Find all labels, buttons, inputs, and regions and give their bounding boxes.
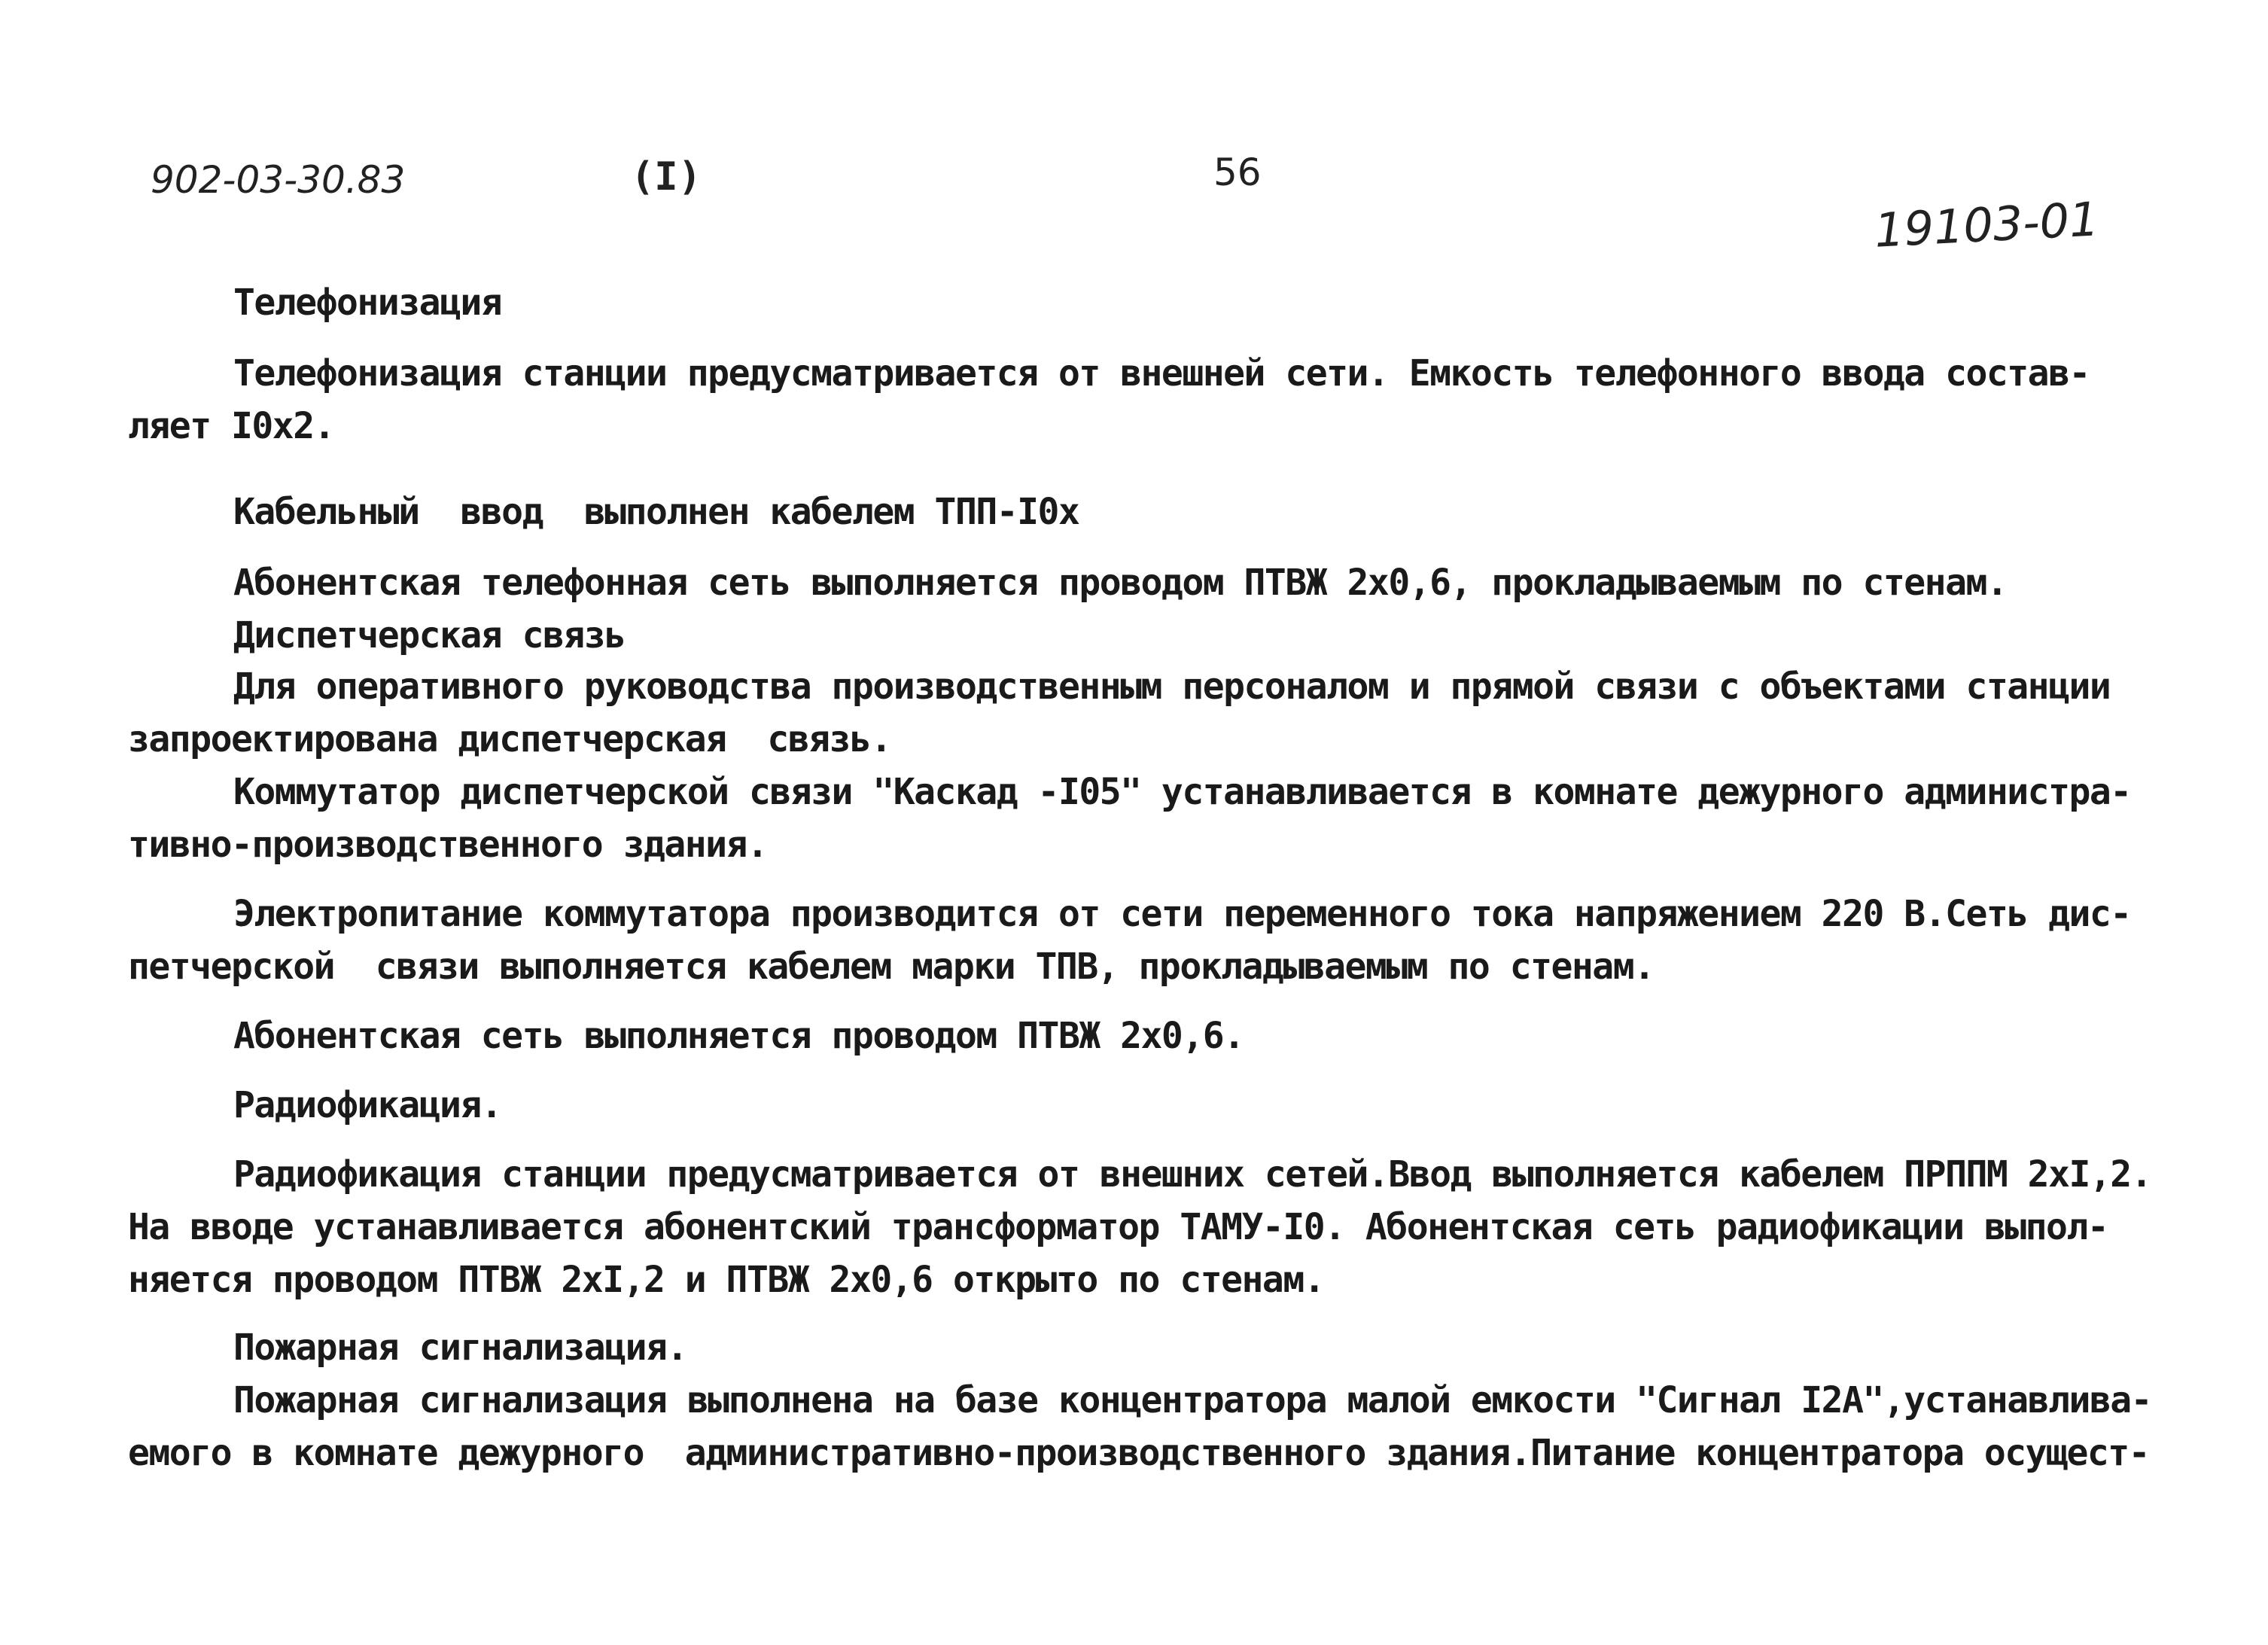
handwritten-doc-number: 19103-01 xyxy=(1873,191,2101,258)
text-line: емого в комнате дежурного административно-производственного здания.Питание концентратора осущест- xyxy=(128,1432,2150,1474)
text-line: Кабельный ввод выполнен кабелем ТПП-I0х xyxy=(233,491,1079,533)
text-line: няется проводом ПТВЖ 2хI,2 и ПТВЖ 2х0,6 открыто по стенам. xyxy=(128,1259,1325,1301)
document-code: 902-03-30.83 xyxy=(151,158,406,202)
text-line: тивно-производственного здания. xyxy=(128,824,768,866)
text-line: запроектирована диспетчерская связь. xyxy=(128,718,891,760)
page-number: 56 xyxy=(1213,151,1262,194)
text-line: ляет I0х2. xyxy=(128,405,334,447)
volume-number: (I) xyxy=(631,154,702,200)
section-heading-fire-alarm: Пожарная сигнализация. xyxy=(233,1327,687,1369)
text-line: Электропитание коммутатора производится от сети переменного тока напряжением 220 В.Сеть дис- xyxy=(233,893,2131,935)
text-line: На вводе устанавливается абонентский трансформатор ТАМУ-I0. Абонентская сеть радиофикации выпол- xyxy=(128,1206,2108,1248)
text-line: Абонентская телефонная сеть выполняется проводом ПТВЖ 2х0,6, прокладываемым по стенам. xyxy=(233,562,2008,604)
text-line: Абонентская сеть выполняется проводом ПТВЖ 2х0,6. xyxy=(233,1015,1244,1057)
text-line: Пожарная сигнализация выполнена на базе концентратора малой емкости "Сигнал I2А",устанавлива- xyxy=(233,1379,2152,1421)
text-line: Для оперативного руководства производственным персоналом и прямой связи с объектами станции xyxy=(233,666,2111,708)
text-line: Радиофикация станции предусматривается от внешних сетей.Ввод выполняется кабелем ПРППМ 2хI,2. xyxy=(233,1153,2152,1196)
text-line: Телефонизация станции предусматривается от внешней сети. Емкость телефонного ввода состав- xyxy=(233,352,2090,394)
section-heading-dispatch: Диспетчерская связь xyxy=(233,614,626,656)
section-heading-telephony: Телефонизация xyxy=(233,282,502,324)
section-heading-radio: Радиофикация. xyxy=(233,1084,502,1126)
text-line: Коммутатор диспетчерской связи "Каскад -I05" устанавливается в комнате дежурного администра- xyxy=(233,771,2131,813)
text-line: петчерской связи выполняется кабелем марки ТПВ, прокладываемым по стенам. xyxy=(128,946,1655,988)
